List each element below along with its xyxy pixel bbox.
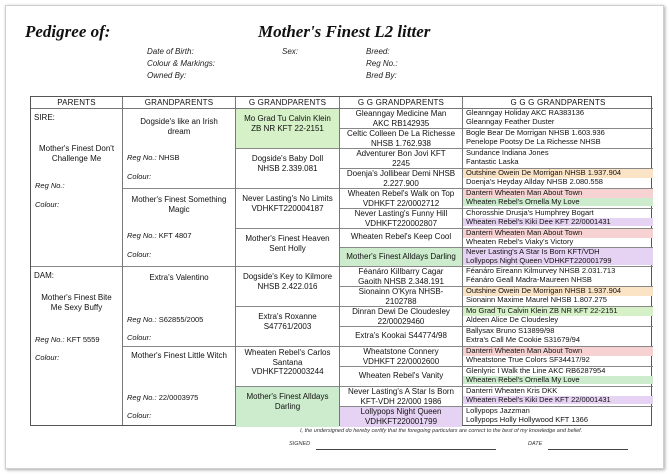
ggg-grandparent-name: Extra's Call Me Cookie S31679/94 (466, 335, 580, 344)
ggg-grandparent-name: Danterri Wheaten Man About Town (463, 229, 653, 238)
gp-colour-label: Colour: (127, 333, 152, 342)
gg-grandparent-name: Doenja's Jollibear Demi NHSB (346, 169, 456, 178)
sex-label: Sex: (282, 47, 299, 56)
sire-label: SIRE: (34, 113, 55, 122)
gg-grandparent-cell (340, 287, 462, 307)
gp-reg-value: KFT 4807 (158, 231, 192, 240)
signed-label: SIGNED (289, 441, 311, 447)
g-grandparent-name-cont: Darling (274, 401, 301, 411)
ggg-grandparent-name: Lollypops Jazzman (466, 407, 530, 415)
gg-grandparent-name: Lollypops Night Queen (360, 407, 442, 416)
g-grandparent-reg: NHSB 2.339.081 (257, 163, 318, 173)
g-grandparent-name: Extra's Roxanne (258, 312, 317, 321)
dam-reg-label: Reg No.: (35, 335, 65, 344)
gg-grandparent-reg: VDHKFT 22/0002712 (362, 198, 440, 208)
dam-cell (31, 267, 122, 427)
ggg-pair-cell (463, 209, 653, 229)
gg-grandparent-name: Wheaten Rebel's Walk on Top (347, 189, 455, 198)
ggg-pair-cell (463, 327, 653, 347)
ggg-grandparent-name: Wheatstone True Colors SF34417/92 (466, 355, 590, 364)
parents-column (31, 97, 123, 425)
g-grandparents-column (236, 97, 340, 425)
gp-reg-label: Reg No.: (127, 231, 157, 240)
header-g-grandparents: G GRANDPARENTS (236, 97, 339, 109)
gg-grandparent-cell (340, 267, 462, 287)
grandparent-cell (123, 109, 235, 189)
ggg-grandparent-name: Wheaten Rebel's Ornella My Love (463, 198, 653, 207)
ggg-grandparent-name: Gleanngay Holiday AKC RA383136 (466, 109, 584, 117)
header-ggg-grandparents: G G G GRANDPARENTS (463, 97, 653, 109)
g-grandparent-cell (236, 387, 339, 427)
ggg-pair-cell (463, 109, 653, 129)
gg-grandparent-name: Dinran Dewi De Cloudesley (352, 307, 450, 316)
ggg-pair-cell (463, 307, 653, 327)
ggg-grandparent-name: Chorosshie Drusja's Humphrey Bogart (466, 209, 594, 217)
gg-grandparents-column (340, 97, 463, 425)
gp-reg-value: S62855/2005 (158, 315, 204, 324)
ggg-pair-cell (463, 129, 653, 149)
gg-grandparent-cell (340, 307, 462, 327)
gg-grandparent-reg: KFT-VDH 22/000 1986 (360, 396, 442, 406)
dam-reg-value: KFT 5559 (66, 335, 100, 344)
ggg-pair-cell (463, 287, 653, 307)
dam-name: Mother's Finest Bite Me Sexy Buffy (41, 293, 112, 312)
ggg-grandparents-column (463, 97, 653, 425)
ggg-pair-cell (463, 407, 653, 427)
date-line[interactable] (548, 449, 628, 450)
sire-cell (31, 109, 122, 267)
gg-grandparent-name: Wheaten Rebel's Vanity (358, 371, 444, 380)
ggg-grandparent-name: Gleanngay Feather Duster (466, 117, 555, 126)
gp-reg-value: NHSB (158, 153, 180, 162)
grandparent-name: Mother's Finest Little Witch (131, 351, 227, 360)
g-grandparent-name: Dogside's Key to Kilmore (242, 272, 333, 281)
gg-grandparent-name: Never Lasting's Funny Hill (354, 209, 448, 218)
sire-colour-label: Colour: (35, 200, 60, 209)
ggg-pair-cell (463, 347, 653, 367)
breed-label: Breed: (366, 47, 390, 56)
ggg-pair-cell (463, 367, 653, 387)
ggg-grandparent-name: Wheaten Rebel's Kiki Dee KFT 22/0001431 (463, 218, 653, 227)
g-grandparent-name: Mother's Finest Heaven (245, 234, 330, 243)
ggg-grandparent-name: Mo Grad Tu Calvin Klein ZB NR KFT 22-2151 (463, 307, 653, 316)
gg-grandparent-name: Celtic Colleen De La Richesse (346, 129, 456, 138)
grandparents-column (123, 97, 236, 425)
gp-colour-label: Colour: (127, 411, 152, 420)
gg-grandparent-cell (340, 209, 462, 229)
ggg-grandparent-name: Outshine Owein De Morrigan NHSB 1.937.904 (463, 287, 653, 296)
ggg-grandparent-name: Féanáro Geall Madra-Maureen NHSB (466, 275, 592, 284)
ggg-grandparent-name: Doenja's Heyday Allday NHSB 2.080.558 (466, 177, 603, 186)
gg-grandparent-name: Sionainn O'Kyra NHSB- (358, 287, 444, 296)
ggg-grandparent-name: Danterri Wheaten Man About Town (463, 347, 653, 356)
gp-reg-value: 22/0003975 (158, 393, 199, 402)
gp-reg-label: Reg No.: (127, 153, 157, 162)
ggg-grandparent-name: Outshine Owein De Morrigan NHSB 1.937.904 (463, 169, 653, 178)
gg-grandparent-reg: Gaoith NHSB 2.348.191 (358, 276, 444, 286)
ggg-pair-cell (463, 267, 653, 287)
grandparent-name: Mother's Finest Something Magic (131, 195, 227, 214)
ggg-pair-cell (463, 387, 653, 407)
g-grandparent-cell (236, 229, 339, 267)
gg-grandparent-cell (340, 109, 462, 129)
grandparent-name: Dogside's like an Irish dream (140, 117, 218, 136)
ggg-grandparent-name: Never Lasting's A Star Is Born KFT/VDH (463, 248, 653, 257)
ggg-pair-cell (463, 229, 653, 248)
ggg-grandparent-name: Aldeen Alice De Cloudesley (466, 315, 559, 324)
ggg-pair-cell (463, 169, 653, 189)
gg-grandparent-name: Mother's Finest Alldays Darling (346, 252, 456, 261)
ggg-grandparent-name: Lollypops Holly Hollywood KFT 1366 (466, 415, 589, 424)
dam-colour-label: Colour: (35, 353, 60, 362)
ggg-grandparent-name: Lollypops Night Queen VDHKFT220001799 (463, 257, 653, 266)
header-grandparents: GRANDPARENTS (123, 97, 235, 109)
g-grandparent-cell (236, 347, 339, 387)
gg-grandparent-reg: VDHKFT220002807 (364, 218, 438, 228)
ggg-grandparent-name: Glenlyric I Walk the Line AKC RB6287954 (466, 367, 606, 375)
gg-grandparent-reg: 2102788 (385, 296, 417, 306)
sire-name: Mother's Finest Don't Challenge Me (38, 144, 115, 163)
ggg-grandparent-name: Wheaten Rebel's Ornella My Love (463, 376, 653, 385)
ggg-grandparent-name: Wheaten Rebel's Kiki Dee KFT 22/0001431 (463, 396, 653, 405)
ggg-grandparent-name: Sundance Indiana Jones (466, 149, 549, 157)
gg-grandparent-cell (340, 367, 462, 387)
date-label: DATE (528, 441, 543, 447)
g-grandparent-name: Mother's Finest Alldays (246, 392, 329, 401)
g-grandparent-reg: Sent Holly (269, 243, 306, 253)
g-grandparent-name: Mo Grad Tu Calvin Klein (244, 114, 331, 123)
gg-grandparent-cell (340, 347, 462, 367)
gg-grandparent-name: Extra's Kookai S44774/98 (355, 331, 447, 340)
ggg-pair-cell (463, 248, 653, 267)
ggg-grandparent-name: Danterri Wheaten Kris DKK (466, 387, 558, 395)
gg-grandparent-cell (340, 387, 462, 407)
owned-by-label: Owned By: (147, 71, 187, 80)
ggg-grandparent-name: Ballysax Bruno S13899/98 (466, 327, 555, 335)
dob-label: Date of Birth: (147, 47, 194, 56)
g-grandparent-reg: VDHKFT220003244 (251, 367, 324, 377)
g-grandparent-name-cont: Santana (272, 357, 303, 367)
header-parents: PARENTS (31, 97, 122, 109)
ggg-grandparent-name: Féanáro Eireann Kilmurvey NHSB 2.031.713 (466, 267, 616, 275)
g-grandparent-reg: ZB NR KFT 22-2151 (251, 123, 324, 133)
g-grandparent-reg: NHSB 2.422.016 (257, 281, 318, 291)
gg-grandparent-name: Never Lasting's A Star Is Born (347, 387, 455, 396)
gg-grandparent-cell (340, 189, 462, 209)
certification-text: I, the undersigned do hereby certify that the foregoing particulars are correct to the best of my knowledge and belief. (300, 428, 583, 434)
gg-grandparent-cell (340, 327, 462, 347)
g-grandparent-reg: S47761/2003 (263, 321, 312, 331)
signature-line[interactable] (316, 449, 496, 450)
g-grandparent-cell (236, 307, 339, 347)
pedigree-table (30, 96, 652, 426)
ggg-grandparent-name: Bogle Bear De Morrigan NHSB 1.603.936 (466, 129, 605, 137)
litter-title: Mother's Finest L2 litter (258, 22, 431, 41)
g-grandparent-cell (236, 267, 339, 307)
gg-grandparent-reg: AKC RB142935 (372, 118, 430, 128)
ggg-grandparent-name: Wheaten Rebel's Viaky's Victory (466, 237, 574, 246)
grandparent-cell (123, 267, 235, 347)
gg-grandparent-name: Wheaten Rebel's Keep Cool (350, 232, 452, 241)
gp-colour-label: Colour: (127, 250, 152, 259)
gp-colour-label: Colour: (127, 172, 152, 181)
g-grandparent-reg: VDHKFT220004187 (251, 203, 324, 213)
gg-grandparent-reg: 22/00029460 (377, 316, 425, 326)
grandparent-name: Extra's Valentino (149, 273, 209, 282)
grandparent-cell (123, 189, 235, 267)
gg-grandparent-reg: NHSB 1.762.938 (370, 138, 432, 148)
bred-by-label: Bred By: (366, 71, 397, 80)
g-grandparent-cell (236, 109, 339, 149)
ggg-grandparent-name: Danterri Wheaten Man About Town (463, 189, 653, 198)
g-grandparent-name: Never Lasting's No Limits (242, 194, 333, 203)
gg-grandparent-reg: VDHKFT 22/0002600 (362, 356, 440, 366)
gp-reg-label: Reg No.: (127, 393, 157, 402)
gg-grandparent-reg: 2.227.900 (383, 178, 419, 188)
ggg-grandparent-name: Penelope Pootsy De La Richesse NHSB (466, 137, 601, 146)
gg-grandparent-reg: VDHKFT220001799 (364, 416, 438, 426)
grandparent-cell (123, 347, 235, 427)
gg-grandparent-name: Adventurer Bon Jovi KFT (356, 149, 446, 158)
gg-grandparent-name: Wheatstone Connery (363, 347, 439, 356)
gg-grandparent-cell (340, 248, 462, 267)
ggg-grandparent-name: Fantastic Laska (466, 157, 519, 166)
gg-grandparent-cell (340, 169, 462, 189)
ggg-grandparent-name: Sionainn Maxime Maurel NHSB 1.807.275 (466, 295, 607, 304)
header-gg-grandparents: G G GRANDPARENTS (340, 97, 462, 109)
gg-grandparent-cell (340, 407, 462, 427)
dam-label: DAM: (34, 271, 54, 280)
gp-reg-label: Reg No.: (127, 315, 157, 324)
g-grandparent-cell (236, 149, 339, 189)
reg-no-label: Reg No.: (366, 59, 398, 68)
gg-grandparent-cell (340, 229, 462, 248)
g-grandparent-cell (236, 189, 339, 229)
gg-grandparent-reg: 2245 (392, 158, 410, 168)
g-grandparent-name: Dogside's Baby Doll (251, 154, 324, 163)
gg-grandparent-cell (340, 149, 462, 169)
pedigree-title-label: Pedigree of: (25, 22, 111, 41)
gg-grandparent-name: Féanáro Killbarry Cagar (358, 267, 444, 276)
colour-markings-label: Colour & Markings: (147, 59, 216, 68)
gg-grandparent-cell (340, 129, 462, 149)
g-grandparent-name: Wheaten Rebel's Carlos (244, 348, 331, 357)
ggg-pair-cell (463, 149, 653, 169)
sire-reg-label: Reg No.: (35, 181, 65, 190)
ggg-pair-cell (463, 189, 653, 209)
gg-grandparent-name: Gleanngay Medicine Man (355, 109, 447, 118)
